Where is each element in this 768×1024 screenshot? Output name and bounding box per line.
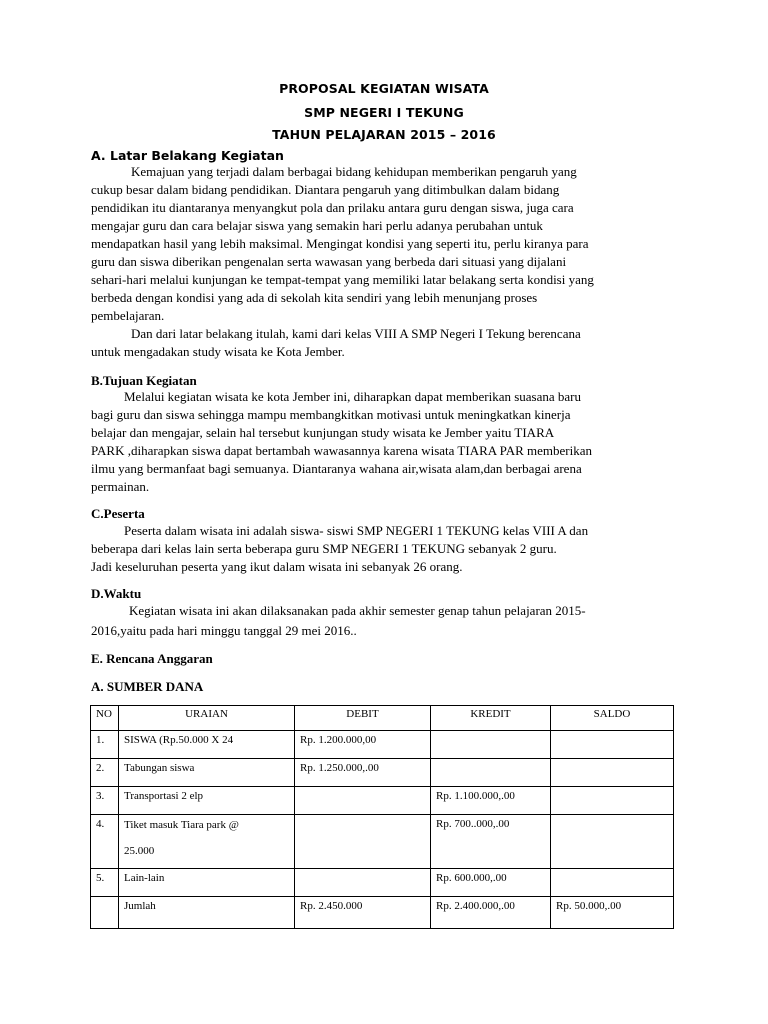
- cell-kredit-total: Rp. 2.400.000,.00: [431, 897, 551, 929]
- budget-table: [90, 705, 674, 929]
- cell-saldo: [551, 759, 674, 787]
- section-d-text-line: Kegiatan wisata ini akan dilaksanakan pada akhir semester genap tahun pelajaran 2015-: [129, 603, 586, 618]
- cell-debit: [295, 787, 431, 815]
- cell-uraian: Tabungan siswa: [119, 759, 295, 787]
- section-b-text-line: bagi guru dan siswa sehingga mampu membangkitkan motivasi untuk meningkatkan kinerja: [91, 407, 571, 422]
- section-d-text-line: 2016,yaitu pada hari minggu tanggal 29 mei 2016..: [91, 623, 357, 638]
- cell-kredit: Rp. 700..000,.00: [431, 815, 551, 869]
- cell-saldo-total: Rp. 50.000,.00: [551, 897, 674, 929]
- section-b-heading: B.Tujuan Kegiatan: [91, 373, 197, 388]
- cell-saldo: [551, 731, 674, 759]
- cell-no: 2.: [91, 759, 119, 787]
- cell-uraian: Lain-lain: [119, 869, 295, 897]
- cell-saldo: [551, 869, 674, 897]
- section-a-text-line: mengajar guru dan cara belajar siswa yang semakin hari perlu adanya perubahan untuk: [91, 218, 543, 233]
- section-b-text-line: Melalui kegiatan wisata ke kota Jember ini, diharapkan dapat memberikan suasana baru: [124, 389, 581, 404]
- column-header-uraian: URAIAN: [119, 706, 295, 731]
- cell-debit: Rp. 1.200.000,00: [295, 731, 431, 759]
- cell-no: 4.: [91, 815, 119, 869]
- sumber-dana-heading: A. SUMBER DANA: [91, 679, 204, 694]
- table-row: [91, 815, 674, 869]
- cell-debit: Rp. 1.250.000,.00: [295, 759, 431, 787]
- cell-kredit: Rp. 600.000,.00: [431, 869, 551, 897]
- section-d-heading: D.Waktu: [91, 586, 142, 601]
- section-b-text-line: belajar dan mengajar, selain hal tersebut kunjungan study wisata ke Jember yaitu TIARA: [91, 425, 555, 440]
- cell-kredit: [431, 731, 551, 759]
- document-title-line-3: TAHUN PELAJARAN 2015 – 2016: [272, 127, 496, 142]
- section-a-text-line: Dan dari latar belakang itulah, kami dari kelas VIII A SMP Negeri I Tekung berencana: [131, 326, 581, 341]
- cell-no: 5.: [91, 869, 119, 897]
- cell-uraian-line-2: 25.000: [124, 845, 155, 857]
- cell-no: [91, 897, 119, 929]
- table-row: [91, 787, 674, 815]
- column-header-saldo: SALDO: [551, 706, 674, 731]
- table-row: [91, 869, 674, 897]
- cell-saldo: [551, 787, 674, 815]
- column-header-debit: DEBIT: [295, 706, 431, 731]
- section-c-heading: C.Peserta: [91, 506, 145, 521]
- section-c-text-line: beberapa dari kelas lain serta beberapa guru SMP NEGERI 1 TEKUNG sebanyak 2 guru.: [91, 541, 557, 556]
- section-a-text-line: Kemajuan yang terjadi dalam berbagai bidang kehidupan memberikan pengaruh yang: [131, 164, 577, 179]
- section-c-text-line: Jadi keseluruhan peserta yang ikut dalam wisata ini sebanyak 26 orang.: [91, 559, 463, 574]
- cell-debit-total: Rp. 2.450.000: [295, 897, 431, 929]
- cell-uraian: Transportasi 2 elp: [119, 787, 295, 815]
- table-row: [91, 759, 674, 787]
- section-e-heading: E. Rencana Anggaran: [91, 651, 213, 666]
- section-b-text-line: PARK ,diharapkan siswa dapat bertambah wawasannya karena wisata TIARA PAR memberikan: [91, 443, 592, 458]
- section-a-text-line: berbeda dengan kondisi yang ada di sekolah kita sendiri yang lebih menunjang proses: [91, 290, 538, 305]
- section-b-text-line: ilmu yang bermanfaat bagi semuanya. Diantaranya wahana air,wisata alam,dan berbagai arena: [91, 461, 582, 476]
- section-a-text-line: cukup besar dalam bidang pendidikan. Diantara pengaruh yang ditimbulkan dalam bidang: [91, 182, 560, 197]
- table-header-row: [91, 706, 674, 731]
- section-a-text-line: mendapatkan hasil yang lebih maksimal. Mengingat kondisi yang seperti itu, perlu kiranya para: [91, 236, 589, 251]
- section-a-text-line: sehari-hari melalui kunjungan ke tempat-tempat yang memiliki latar belakang serta kondisi yang: [91, 272, 594, 287]
- section-b-text-line: permainan.: [91, 479, 150, 494]
- section-a-heading: A. Latar Belakang Kegiatan: [91, 148, 284, 163]
- section-a-text-line: pendidikan itu diantaranya menyangkut pola dan prilaku antara guru dengan siswa, juga cara: [91, 200, 574, 215]
- section-a-text-line: guru dan siswa diberikan pengenalan serta wawasan yang berbeda dari situasi yang dijalani: [91, 254, 567, 269]
- cell-uraian: Jumlah: [119, 897, 295, 929]
- table-row: [91, 731, 674, 759]
- section-a-text-line: untuk mengadakan study wisata ke Kota Jember.: [91, 344, 345, 359]
- cell-debit: [295, 869, 431, 897]
- document-title-line-2: SMP NEGERI I TEKUNG: [304, 105, 464, 120]
- document-title-line-1: PROPOSAL KEGIATAN WISATA: [279, 81, 489, 96]
- cell-saldo: [551, 815, 674, 869]
- cell-uraian: SISWA (Rp.50.000 X 24: [119, 731, 295, 759]
- column-header-kredit: KREDIT: [431, 706, 551, 731]
- cell-no: 3.: [91, 787, 119, 815]
- section-c-text-line: Peserta dalam wisata ini adalah siswa- siswi SMP NEGERI 1 TEKUNG kelas VIII A dan: [124, 523, 589, 538]
- cell-kredit: Rp. 1.100.000,.00: [431, 787, 551, 815]
- cell-uraian-line-1: Tiket masuk Tiara park @: [124, 819, 239, 831]
- cell-debit: [295, 815, 431, 869]
- table-row-total: [91, 897, 674, 929]
- column-header-no: NO: [91, 706, 119, 731]
- cell-uraian: [119, 815, 295, 869]
- section-a-text-line: pembelajaran.: [91, 308, 165, 323]
- cell-no: 1.: [91, 731, 119, 759]
- cell-kredit: [431, 759, 551, 787]
